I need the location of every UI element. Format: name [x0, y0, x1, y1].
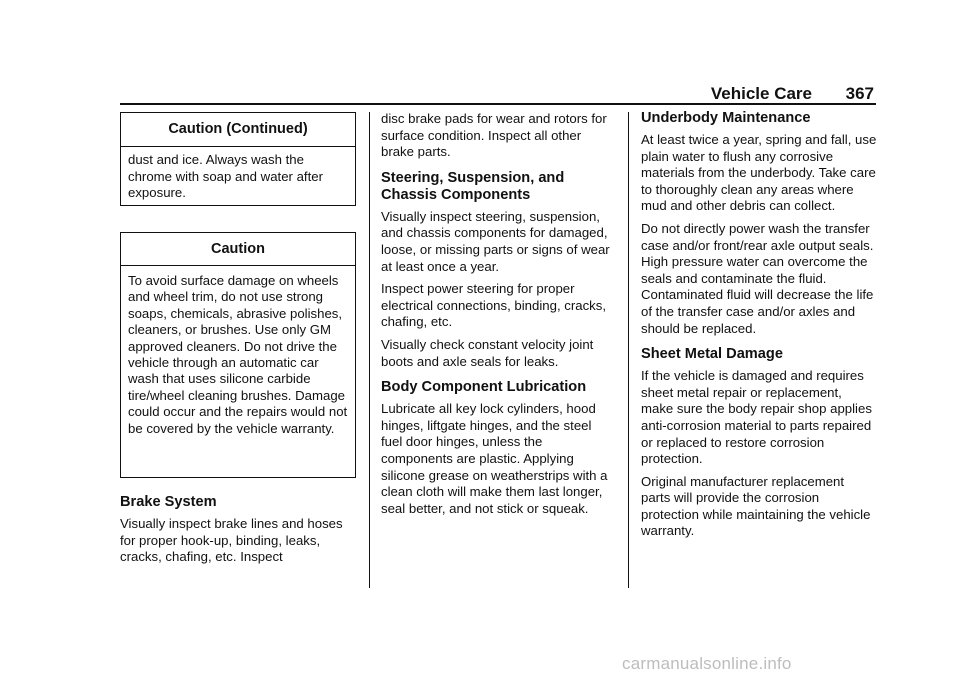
caution-title: Caution — [121, 233, 355, 266]
underbody-paragraph-1: At least twice a year, spring and fall, use plain water to flush any corrosive materials from the underbody. Take care to thoroughly clean any areas where mud and other debris can collect. — [641, 132, 877, 214]
page-header — [120, 84, 876, 104]
steering-paragraph-1: Visually inspect steering, suspension, and chassis components for damaged, loose, or missing parts or signs of wear at least once a year. — [381, 208, 610, 274]
caution-continued-box — [120, 112, 356, 206]
column-1 — [120, 112, 356, 572]
header-rule — [120, 103, 876, 105]
brake-continued-paragraph: disc brake pads for wear and rotors for surface condition. Inspect all other brake parts. — [381, 111, 607, 160]
underbody-paragraph-2: Do not directly power wash the transfer case and/or front/rear axle output seals. High pressure water can overcome the seals and contaminate the fluid. Contaminated fluid will decrease the life of the transfer case and/or axles and should be replaced. — [641, 220, 874, 336]
brake-system-heading: Brake System — [120, 494, 217, 510]
sheet-metal-heading: Sheet Metal Damage — [641, 346, 783, 363]
brake-system-paragraph: Visually inspect brake lines and hoses for proper hook-up, binding, leaks, cracks, chafing, etc. Inspect — [120, 516, 343, 565]
column-2 — [381, 112, 615, 523]
sheet-metal-paragraph-2: Original manufacturer replacement parts will provide the corrosion protection while maintaining the vehicle warranty. — [641, 473, 871, 539]
caution-body: To avoid surface damage on wheels and wheel trim, do not use strong soaps, chemicals, abrasive polishes, cleaners, or brushes. Use only GM approved cleaners. Do not drive the vehicle through an automatic car wash that uses silicone carbide tire/wheel cleaning brushes. Damage could occur and the repairs would not be covered by the vehicle warranty. — [128, 273, 348, 436]
sheet-metal-paragraph-1: If the vehicle is damaged and requires sheet metal repair or replacement, make sure the body repair shop applies anti-corrosion material to parts repaired or replaced to restore corrosion protection. — [641, 368, 872, 467]
steering-paragraph-2: Inspect power steering for proper electrical connections, binding, cracks, chafing, etc. — [381, 281, 607, 330]
steering-paragraph-3: Visually check constant velocity joint boots and axle seals for leaks. — [381, 336, 594, 369]
watermark: carmanualsonline.info — [622, 654, 792, 673]
lubrication-heading: Body Component Lubrication — [381, 379, 587, 396]
caution-continued-body: dust and ice. Always wash the chrome with soap and water after exposure. — [128, 152, 323, 201]
column-divider-1 — [369, 112, 370, 588]
column-3 — [641, 112, 877, 546]
underbody-heading: Underbody Maintenance — [641, 110, 811, 126]
caution-box — [120, 232, 356, 478]
steering-heading: Steering, Suspension, and Chassis Components — [381, 169, 565, 203]
column-divider-2 — [628, 112, 629, 588]
caution-continued-title: Caution (Continued) — [121, 113, 355, 147]
section-title: Vehicle Care — [710, 84, 812, 103]
lubrication-paragraph: Lubricate all key lock cylinders, hood hinges, liftgate hinges, and the steel fuel door hinges, unless the components are plastic. Applying silicone grease on weatherstrips with a clean cloth will make them last longer, seal better, and not stick or squeak. — [381, 401, 608, 516]
page-number: 367 — [845, 84, 874, 103]
